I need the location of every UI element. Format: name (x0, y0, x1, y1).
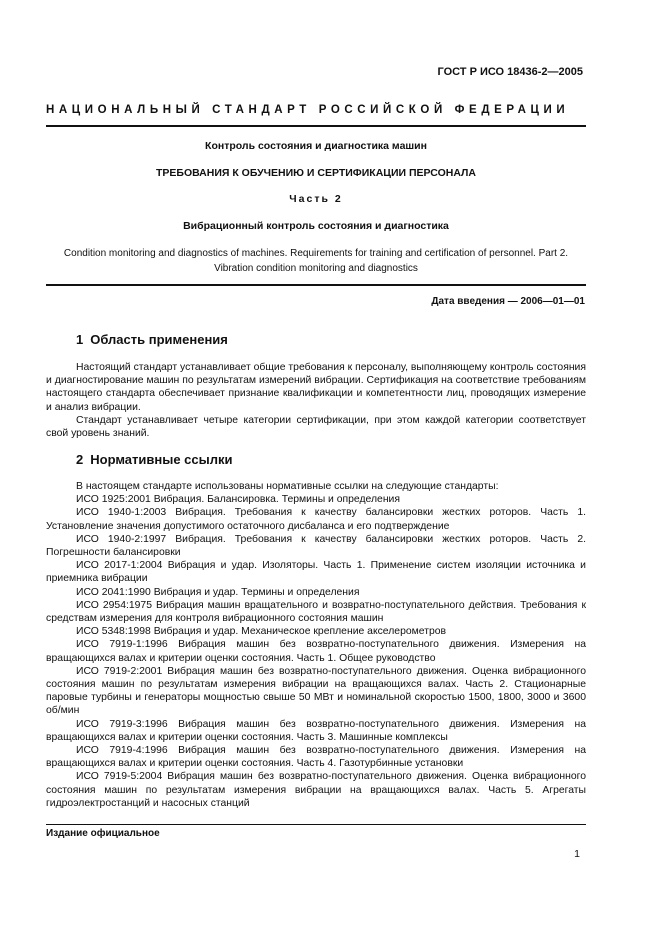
national-standard-banner: НАЦИОНАЛЬНЫЙ СТАНДАРТ РОССИЙСКОЙ ФЕДЕРАЦИИ (46, 104, 570, 116)
introduction-date: Дата введения — 2006—01—01 (431, 296, 585, 307)
section-2-number: 2 (76, 452, 84, 467)
title-part: Часть 2 (289, 193, 343, 205)
reference-item: ИСО 2954:1975 Вибрация машин вращательного и возвратно-поступательного действия. Требования к средствам измерения для контроля вибрационного состояния машин (46, 599, 586, 625)
reference-item: ИСО 7919-3:1996 Вибрация машин без возвратно-поступательного движения. Измерения на вращающихся валах и критерии оценки состояния. Часть 3. Машинные комплексы (46, 718, 586, 743)
section-1-title: Область применения (90, 332, 228, 347)
section-2-heading (76, 452, 232, 467)
reference-item: ИСО 1925:2001 Вибрация. Балансировка. Термины и определения (76, 494, 400, 506)
section-2-intro: В настоящем стандарте использованы нормативные ссылки на следующие стандарты: (76, 481, 499, 492)
section-1-number: 1 (76, 332, 84, 347)
section-2-title: Нормативные ссылки (90, 452, 233, 467)
english-title-line-2: Vibration condition monitoring and diagnostics (214, 263, 418, 274)
title-line-2: ТРЕБОВАНИЯ К ОБУЧЕНИЮ И СЕРТИФИКАЦИИ ПЕРСОНАЛА (155, 167, 477, 179)
page-number: 1 (574, 848, 580, 860)
section-1-paragraph: Настоящий стандарт устанавливает общие требования к персоналу, выполняющему контроль состояния и диагностирование машин по результатам измерений вибрации. Сертификация на соответствие требованиям настоящего стандарта обеспечивает признание квалификации и компетентности лиц, проводящих измерение и анализ вибрации. (46, 362, 586, 413)
reference-item: ИСО 5348:1998 Вибрация и удар. Механическое крепление акселерометров (76, 626, 447, 638)
english-title-line-1: Condition monitoring and diagnostics of machines. Requirements for training and certification of personnel. Part 2. (63, 248, 569, 259)
header-rule (46, 125, 586, 127)
reference-item: ИСО 7919-2:2001 Вибрация машин без возвратно-поступательного движения. Оценка вибрационного состояния машин по результатам измерения вибрации на вращающихся валах. Часть 2. Стационарные паровые турбины и генераторы мощностью свыше 50 МВт и номинальной скоростью 1500, 1800, 3000 и 3600 об/мин (46, 665, 586, 717)
official-edition-label: Издание официальное (46, 828, 160, 839)
title-line-1: Контроль состояния и диагностика машин (205, 140, 427, 152)
reference-item: ИСО 1940-2:1997 Вибрация. Требования к качеству балансировки жестких роторов. Часть 2. Погрешности балансировки (46, 533, 586, 559)
section-1-body (46, 361, 586, 440)
section-1-heading (76, 332, 228, 347)
title-rule (46, 284, 586, 286)
title-subtitle: Вибрационный контроль состояния и диагностика (183, 220, 449, 232)
reference-item: ИСО 7919-1:1996 Вибрация машин без возвратно-поступательного движения. Измерения на вращающихся валах и критерии оценки состояния. Часть 1. Общее руководство (46, 639, 586, 664)
reference-item: ИСО 7919-5:2004 Вибрация машин без возвратно-поступательного движения. Оценка вибрационного состояния машин по результатам измерения вибрации на вращающихся валах. Часть 5. Агрегаты гидроэлектростанций и насосных станций (46, 771, 586, 809)
reference-item: ИСО 1940-1:2003 Вибрация. Требования к качеству балансировки жестких роторов. Часть 1. Установление значения допустимого остаточного дисбаланса и его подтверждение (46, 507, 586, 532)
reference-item: ИСО 7919-4:1996 Вибрация машин без возвратно-поступательного движения. Измерения на вращающихся валах и критерии оценки состояния. Часть 4. Газотурбинные установки (46, 745, 586, 770)
section-1-paragraph: Стандарт устанавливает четыре категории сертификации, при этом каждой категории соответствует свой уровень знаний. (46, 414, 586, 440)
document-code: ГОСТ Р ИСО 18436-2—2005 (437, 66, 583, 78)
reference-item: ИСО 2017-1:2004 Вибрация и удар. Изоляторы. Часть 1. Применение систем изоляции источника и приемника вибрации (46, 560, 586, 585)
english-title (46, 246, 586, 276)
section-2-body (46, 480, 586, 810)
reference-item: ИСО 2041:1990 Вибрация и удар. Термины и определения (76, 586, 360, 598)
footer-rule (46, 824, 586, 825)
